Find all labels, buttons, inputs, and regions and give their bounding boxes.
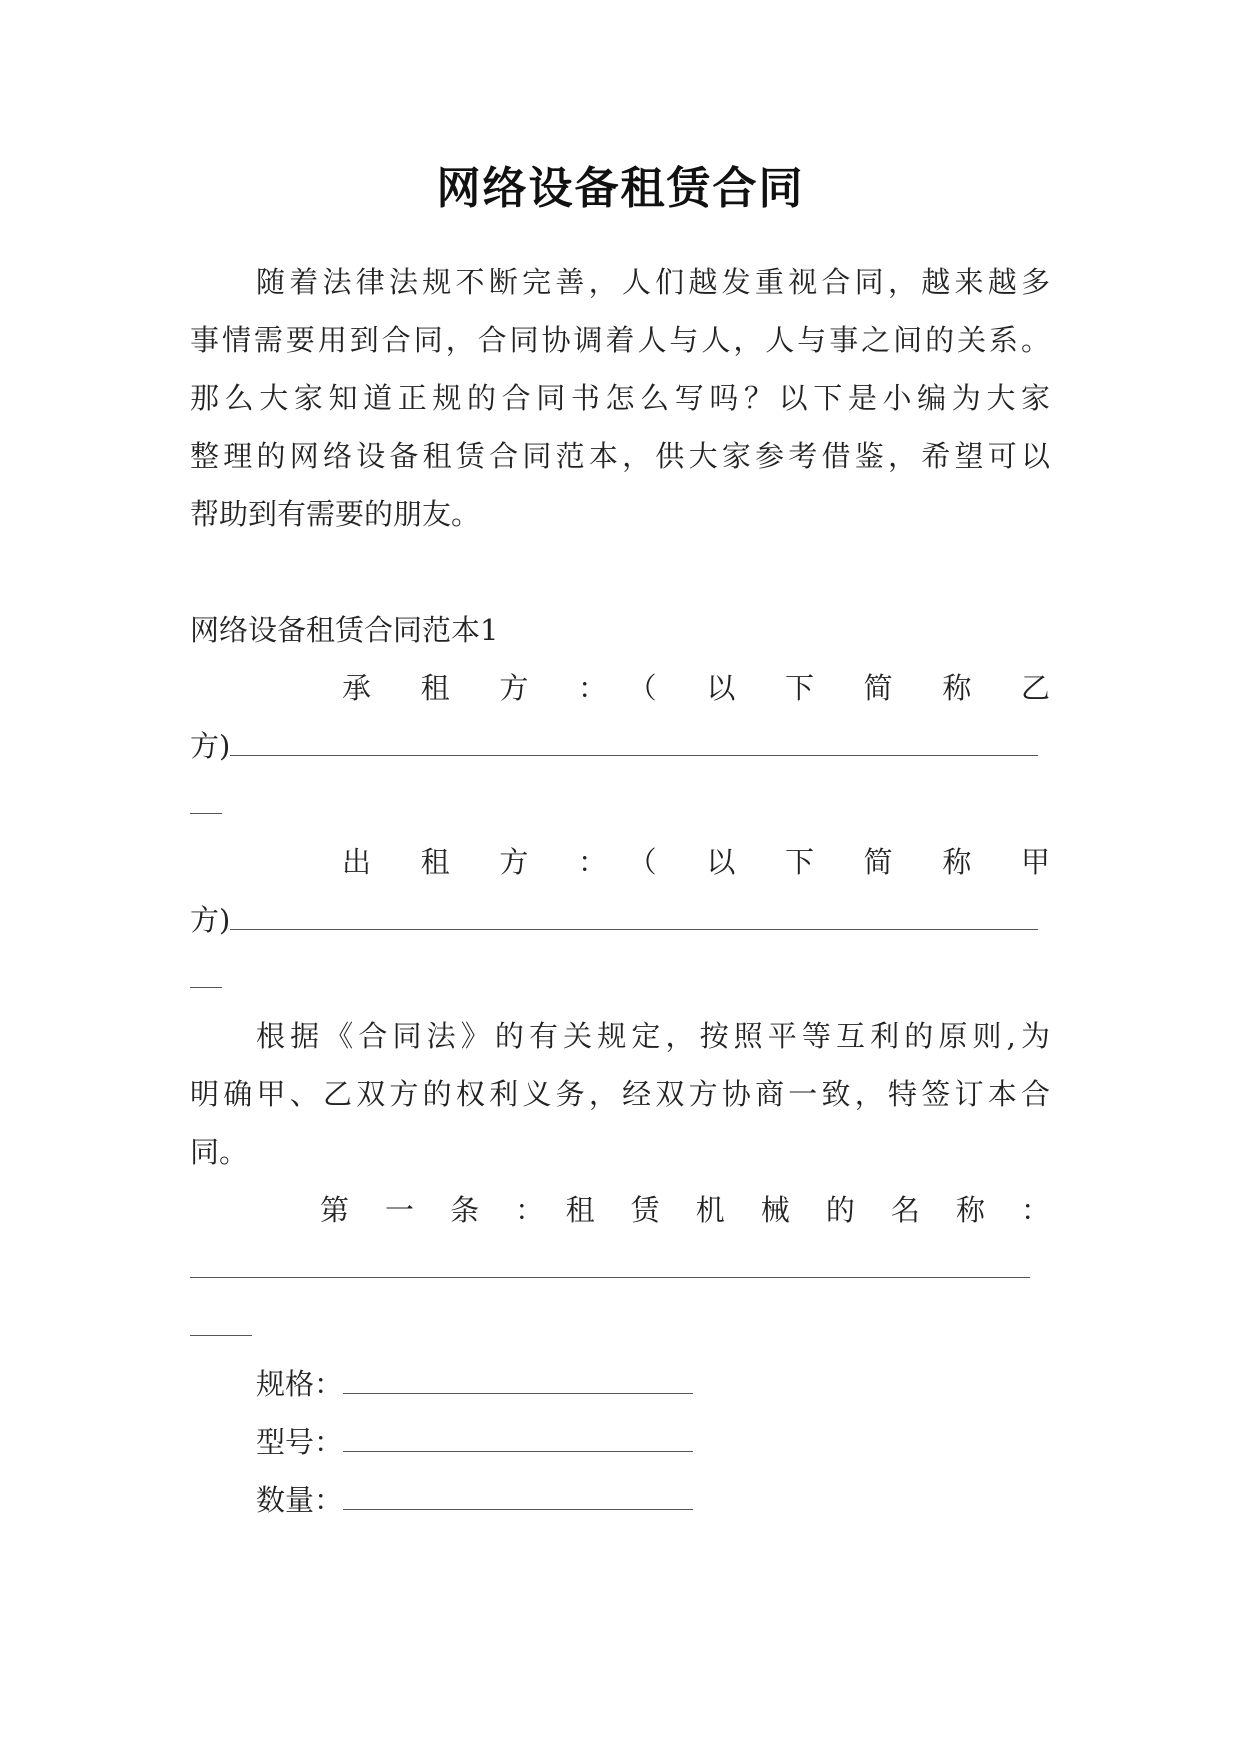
lessor-tail: 方) [190,903,231,937]
lessor-blank-end [190,961,222,988]
lessor-blank-continuation [190,958,1050,998]
intro-line-4: 整理的网络设备租赁合同范本，供大家参考借鉴，希望可以 [190,439,1050,473]
intro-line-3: 那么大家知道正规的合同书怎么写吗？以下是小编为大家 [190,381,1050,415]
article-one-blank [190,1251,1030,1278]
lessee-line: 承 租 方 ： （ 以 下 简 称 乙 [342,671,1050,705]
basis-line-1: 根据《合同法》的有关规定，按照平等互利的原则,为 [256,1019,1050,1053]
lessee-blank-continuation [190,784,1050,824]
lessor-line: 出 租 方 ： （ 以 下 简 称 甲 [342,845,1050,879]
lessor-fill-line [190,900,1050,940]
article-one-blank-line [190,1248,1050,1288]
spec-blank [343,1367,693,1394]
basis-line-3: 同。 [190,1135,249,1169]
model-blank [343,1425,693,1452]
article-one-blank-end [190,1309,252,1336]
intro-line-5: 帮助到有需要的朋友。 [190,497,481,531]
lessee-blank-end [190,787,222,814]
spec-label: 规格： [256,1367,344,1401]
basis-line-2: 明确甲、乙双方的权利义务，经双方协商一致，特签订本合 [190,1077,1050,1111]
lessee-fill-line [190,726,1050,766]
model-label: 型号： [256,1425,344,1459]
quantity-label: 数量： [256,1483,344,1517]
document-title: 网络设备租赁合同 [436,163,805,214]
lessee-blank [230,729,1038,756]
model-field [190,1422,1050,1462]
quantity-field [190,1480,1050,1520]
intro-line-2: 事情需要用到合同，合同协调着人与人，人与事之间的关系。 [190,323,1050,357]
article-one-blank-continuation [190,1306,1050,1346]
lessee-tail: 方) [190,729,231,763]
quantity-blank [343,1483,693,1510]
section-heading: 网络设备租赁合同范本1 [190,613,499,647]
intro-line-1: 随着法律法规不断完善，人们越发重视合同，越来越多 [256,265,1050,299]
lessor-blank [230,903,1038,930]
spec-field [190,1364,1050,1404]
article-one-line: 第 一 条 ： 租 赁 机 械 的 名 称 ： [320,1193,1050,1227]
